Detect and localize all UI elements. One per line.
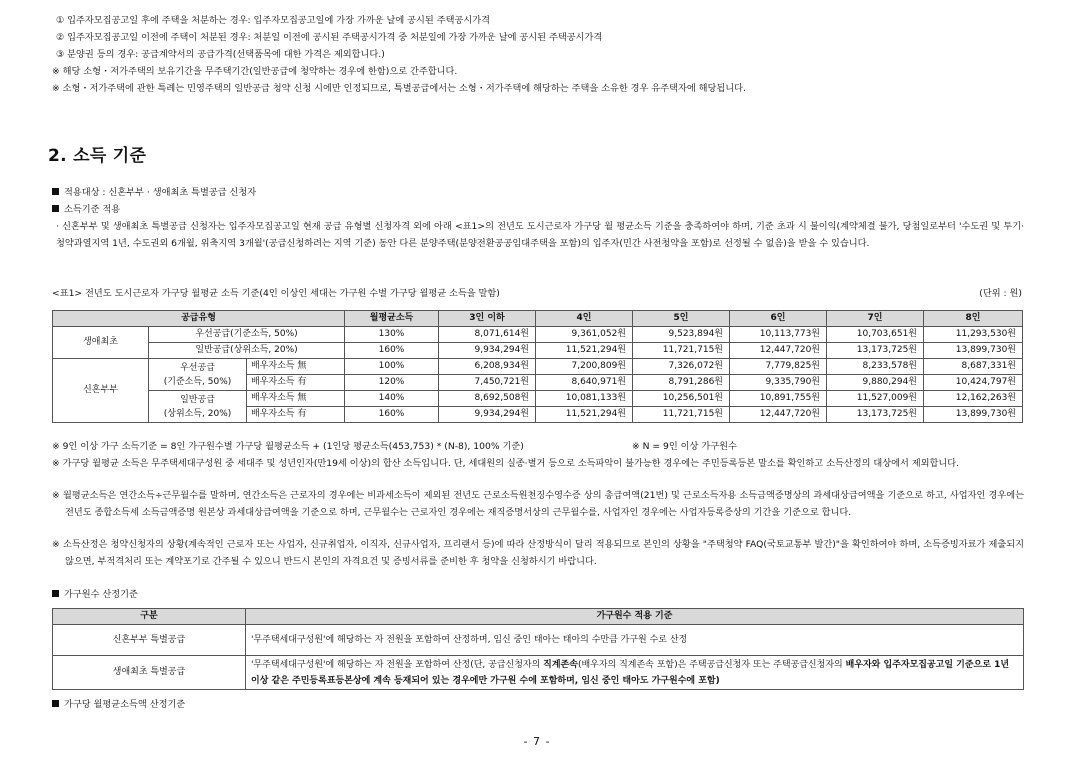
- cell-value: 7,200,809원: [536, 359, 633, 375]
- cell-value: 10,256,501원: [633, 391, 730, 407]
- note-calc-method: ※ 소득산정은 청약신청자의 상황(계속적인 근로자 또는 사업자, 신규취업자, 이직자, 신규사업자, 프리랜서 등)에 따라 산정방식이 달리 적용되므로 본인의 상황을 "주택청약 FAQ(국토교통부 발간)"을 확인하여야 하며, 소득증빙자료가 제출되지 않으면, 부적격처리 또는 계약포기로 간주될 수 있으니 반드시 본인의 자격요건 및 증빙서류를 준비한 후 청약을 신청하시기 바랍니다.: [52, 539, 1024, 567]
- cell-value: 11,721,715원: [633, 407, 730, 423]
- group-first-home: 생애최초: [53, 327, 149, 359]
- cell-value: 11,521,294원: [536, 407, 633, 423]
- cell-value: 10,891,755원: [730, 391, 827, 407]
- note-monthly-income: ※ 월평균소득은 연간소득÷근무월수를 말하며, 연간소득은 근로자의 경우에는 비과세소득이 제외된 전년도 근로소득원천징수영수증 상의 총급여액(21번) 및 근로소득자용 소득금액증명상의 과세대상급여액을 기준으로 하고, 사업자인 경우에는 전년도 종합소득세 소득금액증명 원본상 과세대상급여액을 기준으로 하며, 근무월수는 근로자인 경우에는 재직증명서상의 근무월수를, 사업자인 경우에는 사업자등록증상의 기간을 기준으로 합니다.: [52, 490, 1024, 518]
- family-header-category: 구분: [53, 609, 246, 625]
- row-pct: 120%: [345, 375, 439, 391]
- header-avg-income: 월평균소득: [345, 311, 439, 327]
- square-bullet-icon: [52, 205, 59, 212]
- header-supply-type: 공급유형: [53, 311, 345, 327]
- sub-priority-line-2: (기준소득, 50%): [163, 376, 232, 387]
- cell-value: 13,899,730원: [924, 407, 1023, 423]
- family-row-label: 신혼부부 특별공급: [53, 625, 246, 656]
- intro-note-2: ※ 소형・저가주택에 관한 특례는 민영주택의 일반공급 청약 신청 시에만 인정되므로, 특별공급에서는 소형・저가주택에 해당하는 주택을 소유한 경우 유주택자에 해당됩니다.: [52, 83, 746, 94]
- bullet-target-text: 적용대상 : 신혼부부 · 생애최초 특별공급 신청자: [64, 187, 257, 198]
- square-bullet-icon: [52, 590, 59, 597]
- header-4: 4인: [536, 311, 633, 327]
- table1-unit: (단위 : 원): [979, 288, 1022, 299]
- family-heading: [52, 588, 138, 601]
- table-row: [53, 625, 1024, 656]
- note-n-def: ※ N = 9인 이상 가구원수: [632, 441, 737, 452]
- section-body: · 신혼부부 및 생애최초 특별공급 신청자는 입주자모집공고일 현재 공급 유형별 신청자격 외에 아래 <표1>의 전년도 도시근로자 가구당 월 평균소득 기준을 충족하여야 하며, 기준 초과 시 불이익(계약체결 불가, 당첨일로부터 '수도권 및 투기·청약과열지역 1년, 수도권외 6개월, 위축지역 3개월'(공급신청하려는 지역 기준) 동안 다른 분양주택(분양전환공공임대주택을 포함)의 입주자(민간 사전청약을 포함)로 선정될 수 없음)을 받을 수 있습니다.: [56, 221, 1024, 249]
- cell-value: 11,721,715원: [633, 343, 730, 359]
- square-bullet-icon: [52, 700, 59, 707]
- sub-general-line-2: (상위소득, 20%): [163, 408, 232, 419]
- cell-value: 8,233,578원: [827, 359, 924, 375]
- square-bullet-icon: [52, 188, 59, 195]
- intro-line-3: ③ 분양권 등의 경우: 공급계약서의 공급가격(선택품목에 대한 가격은 제외합니다.): [56, 49, 385, 60]
- cell-value: 9,523,894원: [633, 327, 730, 343]
- cell-value: 13,173,725원: [827, 343, 924, 359]
- header-3-or-less: 3인 이하: [439, 311, 536, 327]
- note-household-income: ※ 가구당 월평균 소득은 무주택세대구성원 중 세대주 및 성년인자(만19세 이상)의 합산 소득입니다. 단, 세대원의 실종·별거 등으로 소득파악이 불가능한 경우에는 주민등록등본 말소를 확인하고 소득산정의 대상에서 제외합니다.: [52, 458, 960, 469]
- income-table: [52, 310, 1023, 423]
- row-pct: 160%: [345, 407, 439, 423]
- header-8: 8인: [924, 311, 1023, 327]
- cell-value: 7,450,721원: [439, 375, 536, 391]
- note-9plus: ※ 9인 이상 가구 소득기준 = 8인 가구원수별 가구당 월평균소득 + (1인당 평균소득(453,753) * (N-8), 100% 기준): [52, 441, 524, 452]
- cell-value: 8,692,508원: [439, 391, 536, 407]
- table-row: [53, 327, 1023, 343]
- table-header-row: [53, 311, 1023, 327]
- cell-value: 10,113,773원: [730, 327, 827, 343]
- cell-value: 8,687,331원: [924, 359, 1023, 375]
- cell-value: 12,162,263원: [924, 391, 1023, 407]
- row-label: 우선공급(기준소득, 50%): [149, 327, 345, 343]
- cell-value: 9,934,294원: [439, 407, 536, 423]
- bullet-income-text: 소득기준 적용: [64, 204, 121, 215]
- family-table: [52, 608, 1024, 690]
- row-pct: 140%: [345, 391, 439, 407]
- sub-general: [149, 391, 247, 423]
- last-heading: [52, 698, 185, 711]
- row-label: 일반공급(상위소득, 20%): [149, 343, 345, 359]
- cell-value: 13,173,725원: [827, 407, 924, 423]
- cell-value: 7,779,825원: [730, 359, 827, 375]
- cell-value: 8,071,614원: [439, 327, 536, 343]
- header-5: 5인: [633, 311, 730, 327]
- table-row: [53, 391, 1023, 407]
- cell-value: 9,361,052원: [536, 327, 633, 343]
- family-heading-text: 가구원수 산정기준: [64, 589, 138, 600]
- family-text-bold: 배우자와 입주자모집공고일 기준으로 1년 이상 같은 주민등록표등본상에 계속 등재되어 있는 경우에만 가구원 수에 포함하며, 임신 중인 태아도 가구원수에 포함): [251, 659, 1010, 686]
- family-header-row: [53, 609, 1024, 625]
- bullet-target: [52, 186, 256, 199]
- row-label: 배우자소득 有: [247, 375, 345, 391]
- group-newlywed: 신혼부부: [53, 359, 149, 423]
- section-title: 2. 소득 기준: [48, 146, 147, 166]
- table1-caption: <표1> 전년도 도시근로자 가구당 월평균 소득 기준(4인 이상인 세대는 가구원 수별 가구당 월평균 소득을 말함): [52, 288, 500, 299]
- cell-value: 6,208,934원: [439, 359, 536, 375]
- intro-line-2: ② 입주자모집공고일 이전에 주택이 처분된 경우: 처분일 이전에 공시된 주택공시가격 중 처분일에 가장 가까운 날에 공시된 주택공시가격: [56, 32, 603, 43]
- last-heading-text: 가구당 월평균소득액 산정기준: [64, 699, 186, 710]
- family-header-criteria: 가구원수 적용 기준: [246, 609, 1024, 625]
- cell-value: 9,880,294원: [827, 375, 924, 391]
- row-pct: 160%: [345, 343, 439, 359]
- intro-note-1: ※ 해당 소형・저가주택의 보유기간을 무주택기간(일반공급에 청약하는 경우에 한함)으로 간주합니다.: [52, 66, 458, 77]
- cell-value: 11,521,294원: [536, 343, 633, 359]
- header-7: 7인: [827, 311, 924, 327]
- family-text-part: (배우자의 직계존속 포함)은 주택공급신청자 또는 주택공급신청자의: [577, 659, 846, 670]
- cell-value: 10,703,651원: [827, 327, 924, 343]
- intro-line-1: ① 입주자모집공고일 후에 주택을 처분하는 경우: 입주자모집공고일에 가장 가까운 날에 공시된 주택공시가격: [56, 15, 490, 26]
- cell-value: 9,934,294원: [439, 343, 536, 359]
- family-text-bold: 직계존속: [543, 659, 578, 670]
- sub-priority: [149, 359, 247, 391]
- table-row: [53, 656, 1024, 690]
- sub-general-line-1: 일반공급: [180, 394, 215, 405]
- cell-value: 10,424,797원: [924, 375, 1023, 391]
- cell-value: 7,326,072원: [633, 359, 730, 375]
- row-pct: 100%: [345, 359, 439, 375]
- row-label: 배우자소득 無: [247, 391, 345, 407]
- header-6: 6인: [730, 311, 827, 327]
- table-row: [53, 343, 1023, 359]
- cell-value: 12,447,720원: [730, 343, 827, 359]
- row-pct: 130%: [345, 327, 439, 343]
- family-row-text: [246, 656, 1024, 690]
- family-row-text: '무주택세대구성원'에 해당하는 자 전원을 포함하여 산정하며, 임신 중인 태아는 태아의 수만큼 가구원 수로 산정: [246, 625, 1024, 656]
- row-label: 배우자소득 無: [247, 359, 345, 375]
- cell-value: 10,081,133원: [536, 391, 633, 407]
- family-text-part: '무주택세대구성원'에 해당하는 자 전원을 포함하여 산정(단, 공급신청자의: [251, 659, 544, 670]
- family-row-label: 생애최초 특별공급: [53, 656, 246, 690]
- cell-value: 9,335,790원: [730, 375, 827, 391]
- cell-value: 11,527,009원: [827, 391, 924, 407]
- cell-value: 13,899,730원: [924, 343, 1023, 359]
- table-row: [53, 359, 1023, 375]
- bullet-income: [52, 203, 120, 216]
- cell-value: 8,791,286원: [633, 375, 730, 391]
- cell-value: 11,293,530원: [924, 327, 1023, 343]
- cell-value: 12,447,720원: [730, 407, 827, 423]
- row-label: 배우자소득 有: [247, 407, 345, 423]
- cell-value: 8,640,971원: [536, 375, 633, 391]
- sub-priority-line-1: 우선공급: [180, 362, 215, 373]
- page-number: - 7 -: [523, 735, 551, 748]
